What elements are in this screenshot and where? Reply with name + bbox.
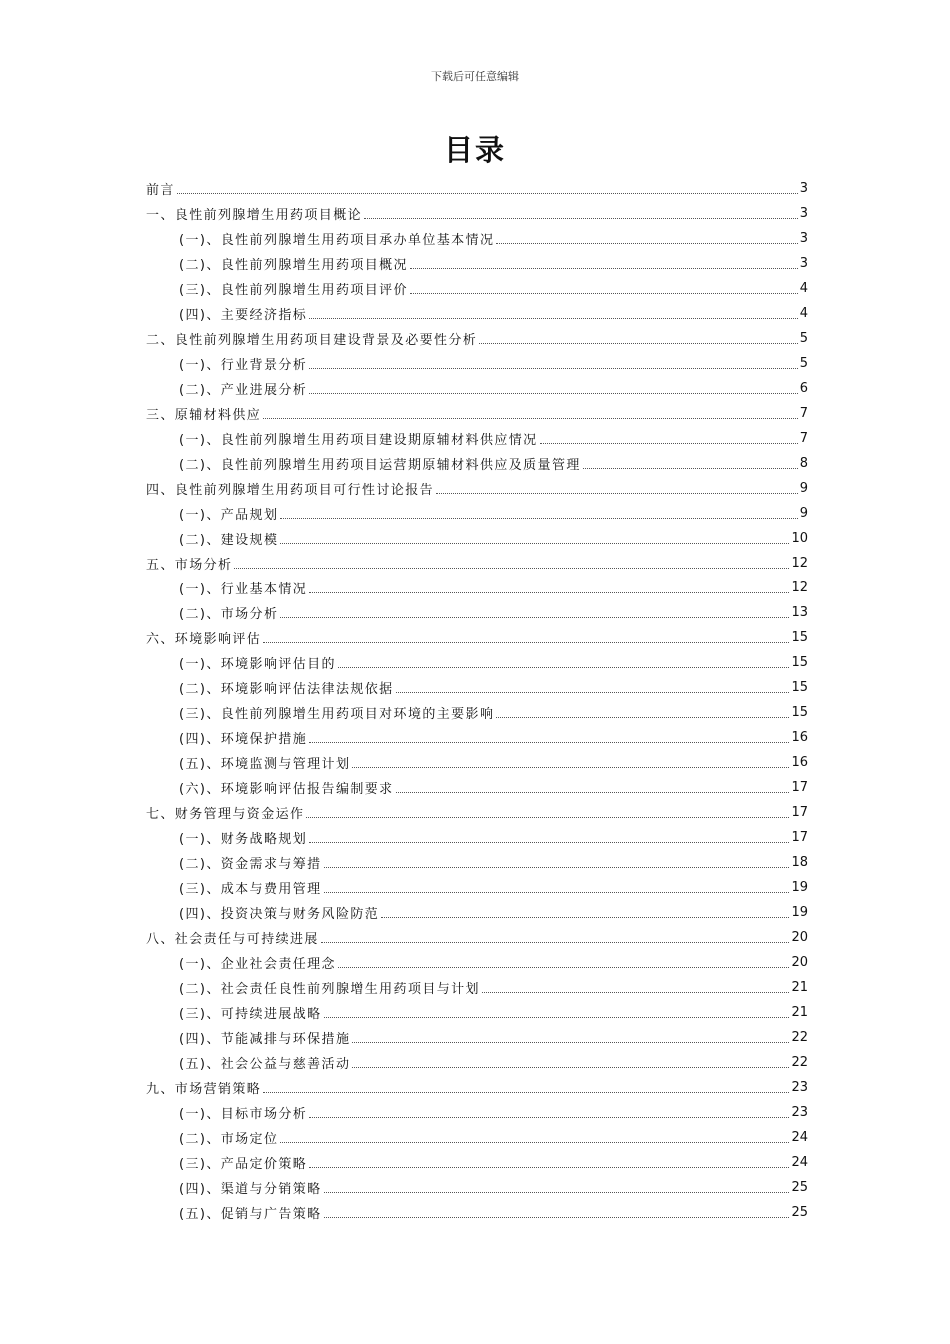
toc-entry-label: (五)、社会公益与慈善活动 bbox=[179, 1056, 351, 1072]
toc-entry[interactable] bbox=[146, 226, 808, 251]
toc-entry[interactable] bbox=[146, 176, 808, 201]
toc-entry-page: 12 bbox=[791, 580, 808, 596]
toc-entry-label: (二)、市场分析 bbox=[179, 607, 279, 623]
toc-dot-leader bbox=[280, 518, 797, 519]
toc-entry-label: (一)、良性前列腺增生用药项目建设期原辅材料供应情况 bbox=[179, 432, 538, 448]
toc-dot-leader bbox=[338, 667, 790, 668]
toc-entry-page: 9 bbox=[799, 480, 808, 496]
toc-entry-page: 13 bbox=[791, 605, 808, 621]
toc-entry-label: (三)、产品定价策略 bbox=[179, 1156, 308, 1172]
toc-dot-leader bbox=[496, 717, 789, 718]
toc-entry-label: 三、原辅材料供应 bbox=[146, 407, 262, 423]
toc-entry-label: 前言 bbox=[146, 182, 175, 198]
toc-entry-page: 3 bbox=[799, 255, 808, 271]
toc-title: 目录 bbox=[443, 133, 506, 167]
toc-dot-leader bbox=[324, 1192, 790, 1193]
toc-entry-page: 3 bbox=[799, 230, 808, 246]
toc-entry-page: 5 bbox=[799, 330, 808, 346]
toc-dot-leader bbox=[436, 493, 798, 494]
toc-entry[interactable] bbox=[146, 700, 808, 725]
toc-entry[interactable] bbox=[146, 600, 808, 625]
toc-entry-label: (二)、产业进展分析 bbox=[179, 382, 308, 398]
toc-entry-label: 九、市场营销策略 bbox=[146, 1081, 262, 1097]
toc-entry[interactable] bbox=[146, 576, 808, 601]
toc-entry-label: (三)、良性前列腺增生用药项目对环境的主要影响 bbox=[179, 707, 495, 723]
toc-entry-label: 八、社会责任与可持续进展 bbox=[146, 932, 319, 948]
toc-entry-page: 9 bbox=[799, 505, 808, 521]
toc-entry-page: 22 bbox=[791, 1054, 808, 1070]
toc-entry[interactable] bbox=[146, 1100, 808, 1125]
toc-entry[interactable] bbox=[146, 675, 808, 700]
toc-entry-page: 15 bbox=[791, 705, 808, 721]
toc-entry-label: 六、环境影响评估 bbox=[146, 632, 262, 648]
toc-entry-page: 24 bbox=[791, 1154, 808, 1170]
toc-dot-leader bbox=[479, 343, 798, 344]
toc-entry[interactable] bbox=[146, 201, 808, 226]
toc-entry-page: 22 bbox=[791, 1029, 808, 1045]
toc-entry-label: (一)、良性前列腺增生用药项目承办单位基本情况 bbox=[179, 232, 495, 248]
toc-entry-page: 17 bbox=[791, 780, 808, 796]
toc-dot-leader bbox=[352, 1042, 789, 1043]
toc-entry-label: 二、良性前列腺增生用药项目建设背景及必要性分析 bbox=[146, 332, 478, 348]
toc-entry-label: (二)、资金需求与筹措 bbox=[179, 857, 322, 873]
toc-entry-page: 20 bbox=[791, 955, 808, 971]
toc-entry[interactable] bbox=[146, 426, 808, 451]
toc-entry-label: (三)、可持续进展战略 bbox=[179, 1006, 322, 1022]
toc-dot-leader bbox=[496, 243, 797, 244]
toc-entry-label: (四)、投资决策与财务风险防范 bbox=[179, 907, 380, 923]
toc-entry-page: 25 bbox=[791, 1179, 808, 1195]
toc-entry-page: 21 bbox=[791, 1004, 808, 1020]
toc-dot-leader bbox=[309, 742, 789, 743]
toc-entry[interactable] bbox=[146, 1050, 808, 1075]
toc-entry-page: 10 bbox=[791, 530, 808, 546]
toc-entry-label: (二)、良性前列腺增生用药项目运营期原辅材料供应及质量管理 bbox=[179, 457, 581, 473]
toc-entry-label: (一)、环境影响评估目的 bbox=[179, 657, 336, 673]
toc-entry-label: (一)、目标市场分析 bbox=[179, 1106, 308, 1122]
toc-entry[interactable] bbox=[146, 401, 808, 426]
toc-entry[interactable] bbox=[146, 825, 808, 850]
toc-entry[interactable] bbox=[146, 351, 808, 376]
toc-entry-page: 17 bbox=[791, 805, 808, 821]
toc-dot-leader bbox=[309, 318, 798, 319]
toc-dot-leader bbox=[396, 792, 790, 793]
toc-entry[interactable] bbox=[146, 1075, 808, 1100]
toc-entry-page: 12 bbox=[791, 555, 808, 571]
toc-entry[interactable] bbox=[146, 725, 808, 750]
toc-dot-leader bbox=[352, 1067, 789, 1068]
toc-entry-label: (二)、社会责任良性前列腺增生用药项目与计划 bbox=[179, 981, 480, 997]
toc-entry-page: 15 bbox=[791, 680, 808, 696]
toc-entry[interactable] bbox=[146, 650, 808, 675]
toc-entry-label: 七、财务管理与资金运作 bbox=[146, 807, 305, 823]
toc-entry-label: (四)、节能减排与环保措施 bbox=[179, 1031, 351, 1047]
toc-entry-label: (一)、财务战略规划 bbox=[179, 832, 308, 848]
toc-dot-leader bbox=[280, 543, 789, 544]
toc-entry[interactable] bbox=[146, 925, 808, 950]
toc-entry-label: 五、市场分析 bbox=[146, 557, 233, 573]
toc-entry-label: (四)、渠道与分销策略 bbox=[179, 1181, 322, 1197]
toc-dot-leader bbox=[364, 218, 798, 219]
toc-entry-label: (四)、主要经济指标 bbox=[179, 307, 308, 323]
toc-entry-label: (一)、企业社会责任理念 bbox=[179, 957, 336, 973]
toc-entry[interactable] bbox=[146, 1150, 808, 1175]
toc-entry[interactable] bbox=[146, 1175, 808, 1200]
toc-entry[interactable] bbox=[146, 526, 808, 551]
toc-dot-leader bbox=[381, 917, 789, 918]
toc-entry-label: (二)、良性前列腺增生用药项目概况 bbox=[179, 257, 408, 273]
toc-entry[interactable] bbox=[146, 251, 808, 276]
toc-dot-leader bbox=[309, 592, 789, 593]
toc-dot-leader bbox=[324, 867, 790, 868]
toc-entry-label: (一)、产品规划 bbox=[179, 507, 279, 523]
toc-entry-label: (六)、环境影响评估报告编制要求 bbox=[179, 782, 394, 798]
header-note: 下载后可任意编辑 bbox=[431, 70, 519, 83]
toc-entry-label: (一)、行业背景分析 bbox=[179, 357, 308, 373]
toc-entry-page: 7 bbox=[799, 430, 808, 446]
toc-dot-leader bbox=[410, 268, 798, 269]
toc-dot-leader bbox=[482, 992, 790, 993]
toc-entry[interactable] bbox=[146, 775, 808, 800]
toc-dot-leader bbox=[338, 967, 790, 968]
toc-entry[interactable] bbox=[146, 950, 808, 975]
toc-entry-label: (五)、促销与广告策略 bbox=[179, 1206, 322, 1222]
toc-entry[interactable] bbox=[146, 800, 808, 825]
toc-entry[interactable] bbox=[146, 326, 808, 351]
toc-entry-page: 21 bbox=[791, 979, 808, 995]
toc-dot-leader bbox=[177, 193, 798, 194]
toc-entry[interactable] bbox=[146, 451, 808, 476]
toc-entry-page: 5 bbox=[799, 355, 808, 371]
toc-entry[interactable] bbox=[146, 476, 808, 501]
toc-dot-leader bbox=[309, 1117, 789, 1118]
toc-dot-leader bbox=[540, 443, 798, 444]
toc-entry-page: 8 bbox=[799, 455, 808, 471]
toc-entry-page: 3 bbox=[799, 205, 808, 221]
toc-entry-label: (二)、建设规模 bbox=[179, 532, 279, 548]
toc-dot-leader bbox=[280, 617, 789, 618]
toc-entry-label: (二)、市场定位 bbox=[179, 1131, 279, 1147]
toc-dot-leader bbox=[321, 942, 790, 943]
toc-entry-label: (四)、环境保护措施 bbox=[179, 732, 308, 748]
toc-entry-page: 4 bbox=[799, 305, 808, 321]
toc-entry[interactable] bbox=[146, 276, 808, 301]
toc-entry-page: 6 bbox=[799, 380, 808, 396]
toc-dot-leader bbox=[324, 1217, 790, 1218]
toc-dot-leader bbox=[263, 1092, 789, 1093]
toc-entry[interactable] bbox=[146, 501, 808, 526]
toc-dot-leader bbox=[324, 1017, 790, 1018]
toc-entry[interactable] bbox=[146, 750, 808, 775]
toc-entry-page: 16 bbox=[791, 730, 808, 746]
toc-entry-page: 15 bbox=[791, 655, 808, 671]
toc-entry-page: 19 bbox=[791, 905, 808, 921]
toc-dot-leader bbox=[263, 418, 798, 419]
toc-entry-label: (二)、环境影响评估法律法规依据 bbox=[179, 682, 394, 698]
toc-entry-label: 一、良性前列腺增生用药项目概论 bbox=[146, 207, 363, 223]
toc-dot-leader bbox=[306, 817, 789, 818]
toc-entry-page: 25 bbox=[791, 1204, 808, 1220]
toc-entry[interactable] bbox=[146, 376, 808, 401]
toc-entry-page: 24 bbox=[791, 1129, 808, 1145]
toc-entry-page: 7 bbox=[799, 405, 808, 421]
toc-entry[interactable] bbox=[146, 625, 808, 650]
toc-entry[interactable] bbox=[146, 551, 808, 576]
toc-entry-page: 23 bbox=[791, 1104, 808, 1120]
toc-entry[interactable] bbox=[146, 1200, 808, 1225]
toc-entry[interactable] bbox=[146, 1025, 808, 1050]
toc-entry[interactable] bbox=[146, 850, 808, 875]
toc-entry[interactable] bbox=[146, 975, 808, 1000]
toc-dot-leader bbox=[280, 1142, 789, 1143]
toc-entry[interactable] bbox=[146, 301, 808, 326]
toc-entry-page: 17 bbox=[791, 830, 808, 846]
toc-entry-page: 15 bbox=[791, 630, 808, 646]
toc-dot-leader bbox=[309, 393, 798, 394]
toc-entry-label: (五)、环境监测与管理计划 bbox=[179, 757, 351, 773]
table-of-contents bbox=[146, 176, 808, 1225]
toc-entry-label: (三)、成本与费用管理 bbox=[179, 882, 322, 898]
toc-entry-page: 16 bbox=[791, 755, 808, 771]
toc-entry-page: 4 bbox=[799, 280, 808, 296]
toc-dot-leader bbox=[309, 368, 798, 369]
toc-entry-label: (三)、良性前列腺增生用药项目评价 bbox=[179, 282, 408, 298]
toc-entry-page: 3 bbox=[799, 180, 808, 196]
toc-dot-leader bbox=[583, 468, 798, 469]
toc-entry[interactable] bbox=[146, 875, 808, 900]
toc-entry-page: 23 bbox=[791, 1079, 808, 1095]
toc-entry[interactable] bbox=[146, 900, 808, 925]
toc-dot-leader bbox=[234, 568, 789, 569]
toc-dot-leader bbox=[263, 642, 789, 643]
toc-entry[interactable] bbox=[146, 1000, 808, 1025]
toc-dot-leader bbox=[396, 692, 790, 693]
toc-entry-page: 19 bbox=[791, 880, 808, 896]
toc-entry-page: 18 bbox=[791, 855, 808, 871]
toc-entry-label: (一)、行业基本情况 bbox=[179, 582, 308, 598]
toc-dot-leader bbox=[324, 892, 790, 893]
toc-dot-leader bbox=[309, 1167, 789, 1168]
toc-entry-label: 四、良性前列腺增生用药项目可行性讨论报告 bbox=[146, 482, 435, 498]
toc-entry-page: 20 bbox=[791, 930, 808, 946]
toc-entry[interactable] bbox=[146, 1125, 808, 1150]
toc-dot-leader bbox=[410, 293, 798, 294]
toc-dot-leader bbox=[309, 842, 789, 843]
toc-dot-leader bbox=[352, 767, 789, 768]
